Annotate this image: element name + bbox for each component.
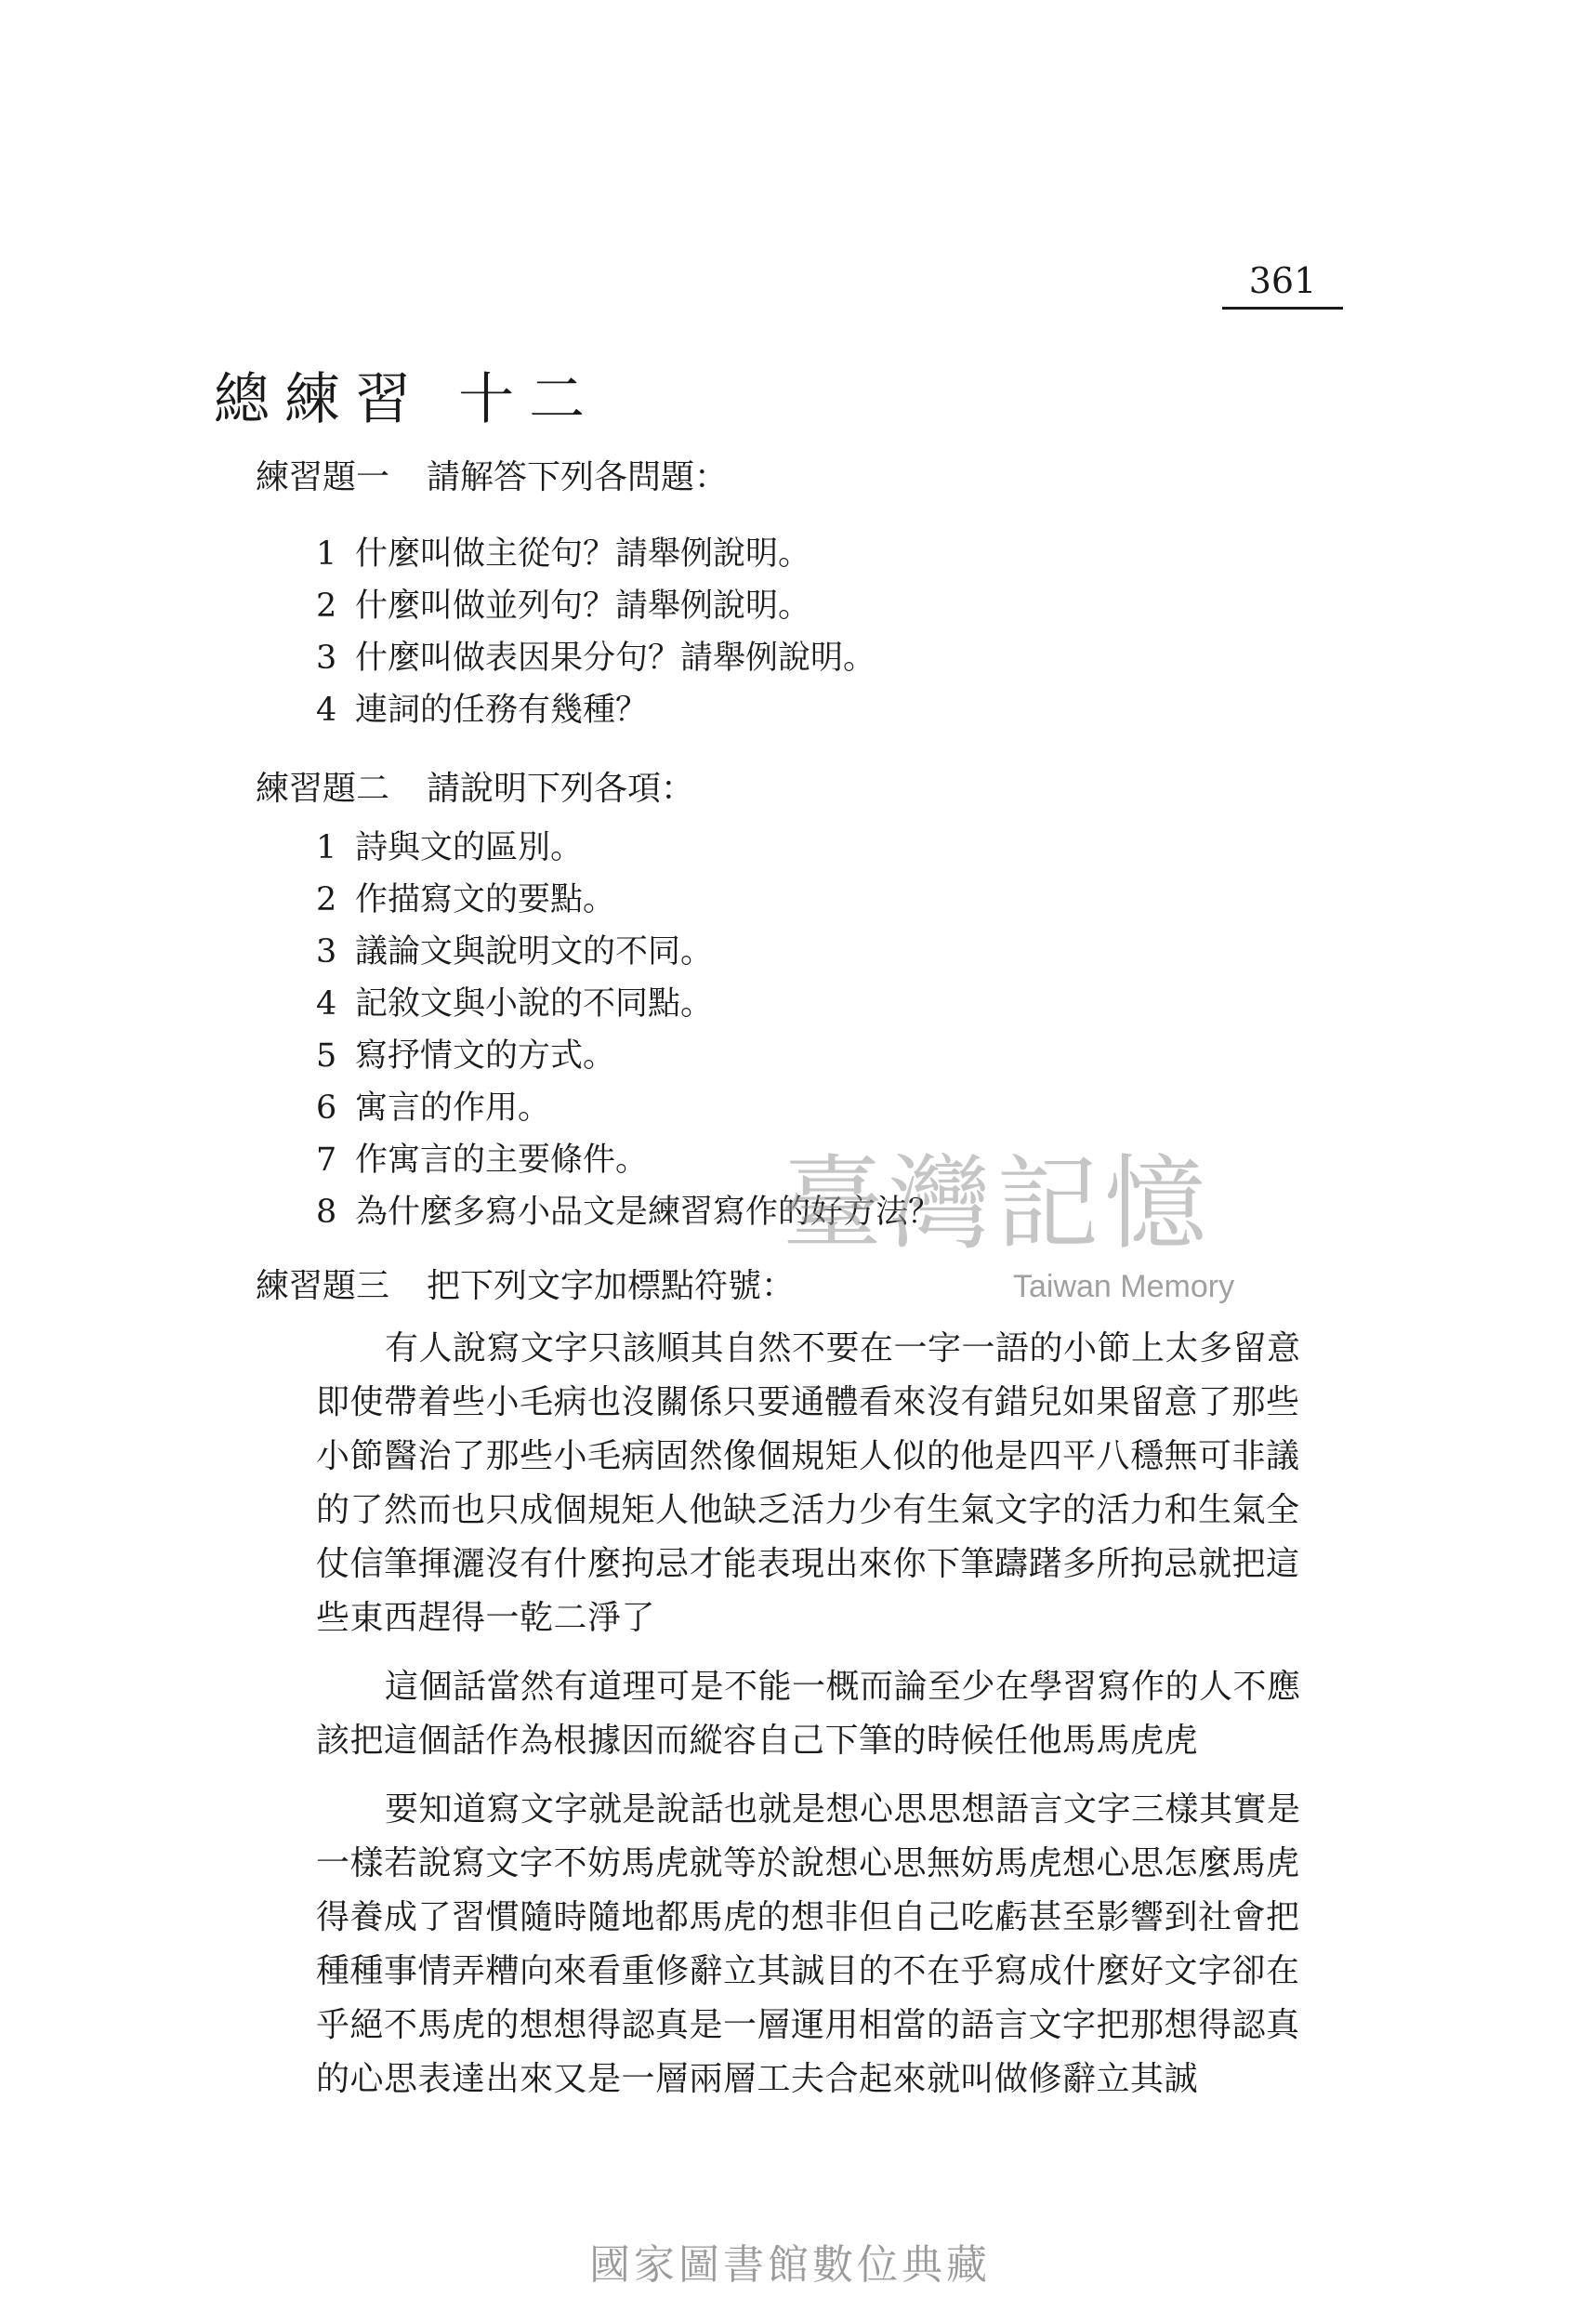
- exercise-2-prompt: 請說明下列各項：: [427, 770, 695, 808]
- exercise-1-heading: [256, 456, 728, 500]
- item-number: 2: [316, 881, 337, 918]
- passage-line: 乎絕不馬虎的想想得認真是一層運用相當的語言文字把那想得認真: [316, 2006, 1300, 2044]
- exercise-1-label: 練習題一: [256, 458, 390, 496]
- item-text: 什麼叫做主從句？請舉例說明。: [355, 535, 811, 573]
- exercise-1-item: [316, 584, 810, 628]
- passage-line: 這個話當然有道理可是不能一概而論至少在學習寫作的人不應: [385, 1668, 1301, 1706]
- passage-line: 有人說寫文字只該順其自然不要在一字一語的小節上太多留意: [385, 1329, 1301, 1367]
- passage-line: 該把這個話作為根據因而縱容自己下筆的時候任他馬馬虎虎: [316, 1722, 1199, 1760]
- item-text: 寓言的作用。: [355, 1089, 551, 1127]
- passage-line: 仗信筆揮灑沒有什麼拘忌才能表現出來你下筆躊躇多所拘忌就把這: [316, 1545, 1300, 1583]
- item-text: 什麼叫做表因果分句？請舉例說明。: [355, 640, 876, 677]
- page-number-rule: [1222, 307, 1343, 310]
- item-text: 什麼叫做並列句？請舉例說明。: [355, 588, 811, 625]
- item-number: 1: [316, 535, 337, 573]
- exercise-2-item: [316, 930, 713, 974]
- item-text: 作寓言的主要條件。: [355, 1142, 649, 1179]
- exercise-2-label: 練習題二: [256, 770, 390, 808]
- exercise-2-item: [316, 825, 583, 870]
- item-text: 連詞的任務有幾種？: [355, 692, 649, 729]
- exercise-2-heading: [256, 767, 694, 812]
- item-number: 3: [316, 933, 337, 971]
- exercise-2-item: [316, 982, 713, 1026]
- page-title: 總練習 十二: [214, 367, 600, 432]
- passage-line: 小節醫治了那些小毛病固然像個規矩人似的他是四平八穩無可非議: [316, 1437, 1300, 1475]
- item-text: 作描寫文的要點。: [355, 881, 616, 918]
- item-text: 記敘文與小說的不同點。: [355, 985, 714, 1023]
- exercise-1-item: [316, 688, 648, 733]
- passage-line: 要知道寫文字就是說話也就是想心思思想語言文字三樣其實是: [385, 1790, 1301, 1829]
- item-number: 3: [316, 640, 337, 677]
- item-number: 8: [316, 1194, 337, 1231]
- item-number: 5: [316, 1037, 337, 1075]
- passage-line: 的心思表達出來又是一層兩層工夫合起來就叫做修辭立其誠: [316, 2060, 1199, 2098]
- exercise-1-prompt: 請解答下列各問題：: [427, 458, 729, 496]
- watermark: [781, 1143, 1264, 1329]
- footer-collection-label: 國家圖書館數位典藏: [589, 2241, 991, 2289]
- exercise-2-item: [316, 1138, 648, 1182]
- item-text: 詩與文的區別。: [355, 829, 584, 866]
- passage-line: 即使帶着些小毛病也沒關係只要通體看來沒有錯兒如果留意了那些: [316, 1383, 1300, 1421]
- exercise-1-item: [316, 532, 810, 576]
- passage-line: 的了然而也只成個規矩人他缺乏活力少有生氣文字的活力和生氣全: [316, 1491, 1300, 1529]
- passage-line: 種種事情弄糟向來看重修辭立其誠目的不在乎寫成什麼好文字卻在: [316, 1952, 1300, 1990]
- passage-line: 一樣若說寫文字不妨馬虎就等於說想心思無妨馬虎想心思怎麼馬虎: [316, 1844, 1300, 1882]
- item-number: 2: [316, 588, 337, 625]
- item-number: 6: [316, 1089, 337, 1127]
- item-number: 4: [316, 692, 337, 729]
- passage-line: 得養成了習慣隨時隨地都馬虎的想非但自己吃虧甚至影響到社會把: [316, 1898, 1300, 1936]
- item-number: 4: [316, 985, 337, 1023]
- watermark-subtitle: Taiwan Memory: [1013, 1269, 1235, 1304]
- exercise-2-item: [316, 1086, 550, 1130]
- watermark-text: 臺灣記憶: [781, 1144, 1212, 1263]
- item-number: 7: [316, 1142, 337, 1179]
- exercise-3-prompt: 把下列文字加標點符號：: [427, 1267, 796, 1305]
- exercise-3-heading: [256, 1264, 795, 1309]
- exercise-2-item: [316, 1034, 615, 1078]
- exercise-1-item: [316, 636, 876, 680]
- exercise-3-passage: [316, 1322, 1320, 2106]
- exercise-2-item: [316, 878, 615, 922]
- passage-line: 些東西趕得一乾二淨了: [316, 1599, 656, 1637]
- item-number: 1: [316, 829, 337, 866]
- page-number: 361: [1248, 260, 1317, 301]
- item-text: 寫抒情文的方式。: [355, 1037, 616, 1075]
- exercise-3-label: 練習題三: [256, 1267, 390, 1305]
- item-text: 為什麼多寫小品文是練習寫作的好方法？: [355, 1194, 941, 1231]
- item-text: 議論文與說明文的不同。: [355, 933, 714, 971]
